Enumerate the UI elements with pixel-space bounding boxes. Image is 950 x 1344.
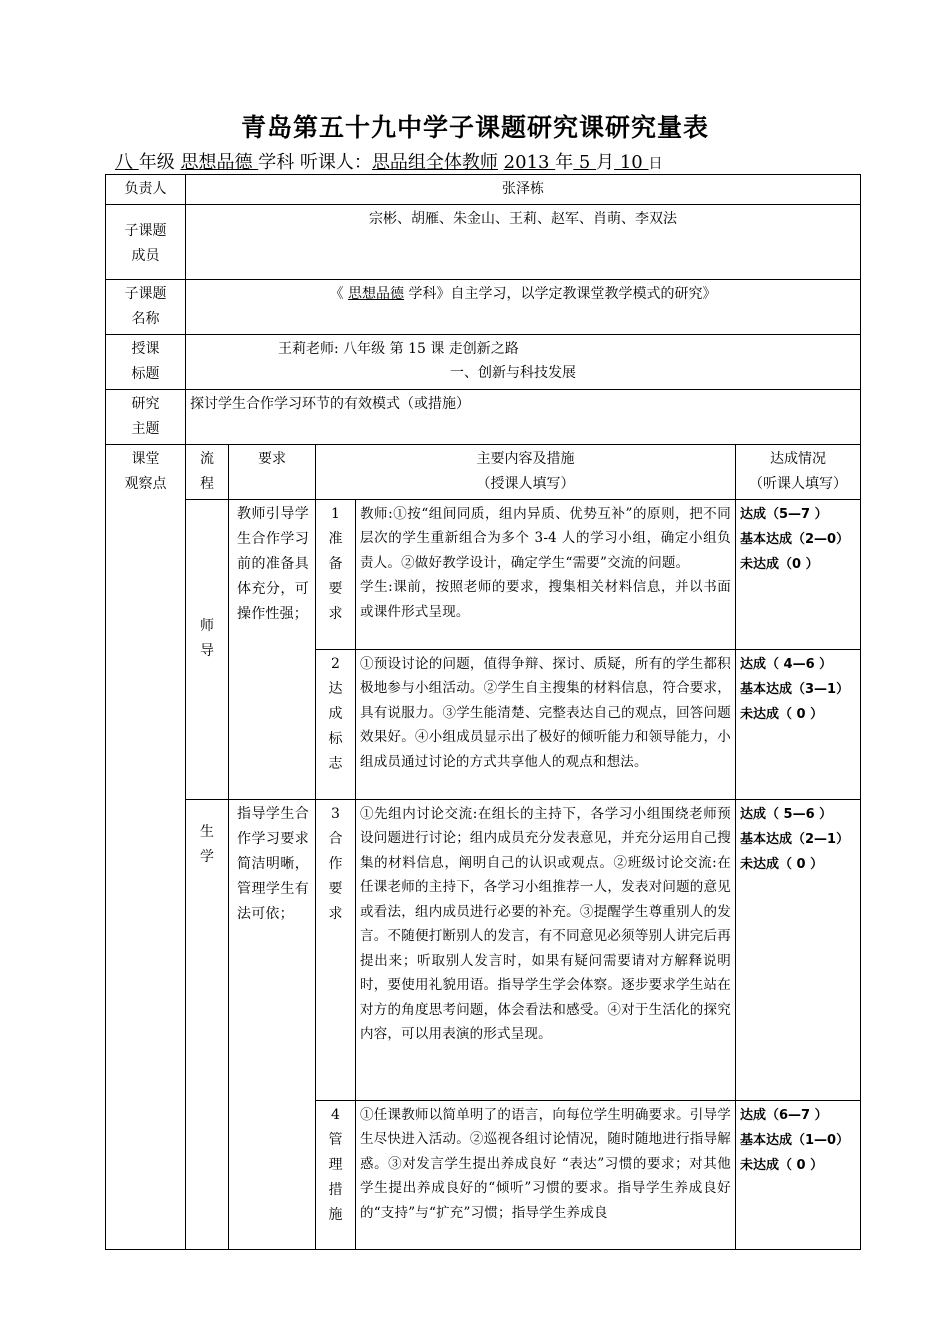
item-status-2: 达成（ 4—6 ） 基本达成（3—1） 未达成（ 0 ） (736, 649, 861, 799)
item-number-2: 2 达 成 标 志 (316, 649, 356, 799)
research-form-table (105, 174, 861, 1250)
month-value: 5 (573, 152, 597, 173)
item-status-1: 达成（5—7 ） 基本达成（2—0） 未达成（0 ） (736, 499, 861, 649)
flow-header: 流 程 (186, 444, 229, 499)
header-line (115, 148, 662, 174)
topic-value: 王莉老师: 八年级 第 15 课 走创新之路 一、创新与科技发展 (186, 334, 861, 389)
theme-value: 探讨学生合作学习环节的有效模式（或措施） (186, 389, 861, 444)
content-header: 主要内容及措施 （授课人填写） (316, 444, 736, 499)
name-label: 子课题 名称 (106, 279, 186, 334)
item-status-3: 达成（ 5—6 ） 基本达成（2—1） 未达成（ 0 ） (736, 799, 861, 1100)
subject-label: 学科 听课人： (258, 152, 372, 173)
item-content-2: ①预设讨论的问题，值得争辩、探讨、质疑，所有的学生都积极地参与小组活动。②学生自主搜集的材料信息，符合要求，具有说服力。③学生能清楚、完整表达自己的观点，回答问题效果好。④小组成员显示出了极好的倾听能力和领导能力，小组成员通过讨论的方式共享他人的观点和想法。 (356, 649, 736, 799)
item-number-4: 4 管 理 措 施 (316, 1100, 356, 1249)
requirement-header: 要求 (229, 444, 316, 499)
listeners-value: 思品组全体教师 (371, 152, 498, 173)
subject-value: 思想品德 (180, 152, 259, 173)
members-value: 宗彬、胡雁、朱金山、王莉、赵军、肖萌、李双法 (186, 204, 861, 279)
members-label: 子课题 成员 (106, 204, 186, 279)
leader-label: 负责人 (106, 175, 186, 205)
topic-label: 授课 标题 (106, 334, 186, 389)
flow-teacher-guide: 师 导 (186, 499, 229, 799)
flow-student-learn: 生 学 (186, 799, 229, 1249)
name-value: 《 思想品德 学科》自主学习，以学定教课堂教学模式的研究》 (186, 279, 861, 334)
status-header: 达成情况 （听课人填写） (736, 444, 861, 499)
item-content-1: 教师:①按“组间同质，组内异质、优势互补”的原则，把不同层次的学生重新组合为多个 3-4 人的学习小组，确定小组负责人。②做好教学设计，确定学生“需要”交流的问题。 学生:课前，按照老师的要求，搜集相关材料信息，并以书面或课件形式呈现。 (356, 499, 736, 649)
day-value: 10 (614, 152, 649, 173)
month-label: 月 (596, 152, 615, 173)
item-content-4: ①任课教师以简单明了的语言，向每位学生明确要求。引导学生尽快进入活动。②巡视各组讨论情况，随时随地进行指导解惑。③对发言学生提出养成良好 “表达”习惯的要求；对其他学生提出养成良好的“倾听”习惯的要求。指导学生养成良好的“支持”与“扩充”习惯；指导学生养成良 (356, 1100, 736, 1249)
day-label: 日 (648, 156, 663, 172)
theme-label: 研究 主题 (106, 389, 186, 444)
year-label: 年 (555, 152, 574, 173)
grade-label: 年级 (138, 152, 175, 173)
observe-label: 课堂 观察点 (106, 444, 186, 1249)
item-content-3: ①先组内讨论交流:在组长的主持下，各学习小组围绕老师预设问题进行讨论；组内成员充分发表意见，并充分运用自己搜集的材料信息，阐明自己的认识或观点。②班级讨论交流:在任课老师的主持下，各学习小组推荐一人，发表对问题的意见或看法，组内成员进行必要的补充。③提醒学生尊重别人的发言。不随便打断别人的发言，有不同意见必须等别人讲完后再提出来；听取别人发言时，如果有疑问需要请对方解释说明时，要使用礼貌用语。指导学生学会体察。逐步要求学生站在对方的角度思考问题，体会看法和感受。④对于生活化的探究内容，可以用表演的形式呈现。 (356, 799, 736, 1100)
requirement-student-learn: 指导学生合作学习要求简洁明晰，管理学生有法可依； (229, 799, 316, 1249)
page-title: 青岛第五十九中学子课题研究课研究量表 (240, 113, 709, 142)
grade-value: 八 (115, 152, 139, 173)
year-value: 2013 (503, 152, 556, 173)
leader-value: 张泽栋 (186, 175, 861, 205)
requirement-teacher-guide: 教师引导学生合作学习前的准备具体充分，可操作性强； (229, 499, 316, 799)
item-number-3: 3 合 作 要 求 (316, 799, 356, 1100)
item-status-4: 达成（6—7 ） 基本达成（1—0） 未达成（ 0 ） (736, 1100, 861, 1249)
item-number-1: 1 准 备 要 求 (316, 499, 356, 649)
